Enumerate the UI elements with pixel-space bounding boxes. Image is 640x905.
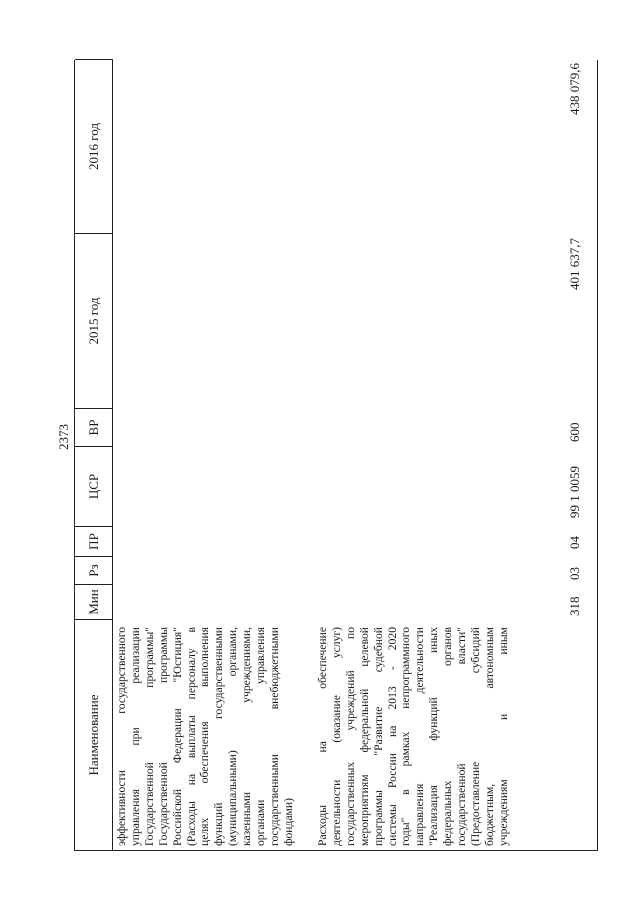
header-name: Наименование [75,619,113,850]
header-pr: ПР [75,526,113,556]
name-line: государственных учреждений по [343,627,357,846]
header-2015: 2015 год [75,233,113,408]
cell-vr: 600 [567,422,582,442]
name-line: Расходы на обеспечение [316,627,329,846]
cell-2016: 438 079,6 [567,63,582,115]
name-line: Государственной программы [156,627,170,846]
name-line: казенными учреждениями, [240,627,254,846]
name-line: государственной власти" [455,627,469,846]
name-line: управления при реализации [128,627,142,846]
header-csr: ЦСР [75,446,113,526]
name-line: Государственной программы" [142,627,156,846]
name-line: системы России на 2013 - 2020 [385,627,399,846]
name-line: направления деятельности [413,627,427,846]
name-line: функций государственными [212,627,226,846]
header-2016: 2016 год [75,59,113,233]
name-line: программы "Развитие судебной [371,627,385,846]
cell-2015: 401 637,7 [567,238,582,290]
table-header-row [75,60,113,850]
name-line: мероприятиям федеральной целевой [357,627,371,846]
header-min: Мин [75,584,113,619]
header-vr: ВР [75,408,113,446]
table-row [115,627,296,846]
name-line: (муниципальными) органами, [226,627,240,846]
name-line: бюджетным, автономным [482,627,496,846]
budget-table [74,60,598,851]
cell-rz: 03 [567,567,582,580]
name-line: эффективности государственного [115,627,128,846]
cell-min: 318 [567,596,582,616]
cell-pr: 04 [567,536,582,549]
name-line: органами управления [254,627,268,846]
header-rz: Рз [75,556,113,584]
name-line: "Реализация функций иных [427,627,441,846]
name-line: федеральных органов [441,627,455,846]
name-line: (Предоставление субсидий [468,627,482,846]
cell-csr: 99 1 0059 [567,466,582,518]
name-line: учреждениям и иным [496,627,510,846]
name-line: деятельности (оказание услуг) [329,627,343,846]
name-line: фондами) [281,798,295,846]
name-line: государственными внебюджетными [267,627,281,846]
name-line: целях обеспечения выполнения [198,627,212,846]
name-line: годы" в рамках непрограммного [399,627,413,846]
name-line: Российской Федерации "Юстиция" [170,627,184,846]
table-row [316,627,511,846]
name-line: (Расходы на выплаты персоналу в [184,627,198,846]
page-number: 2373 [56,424,71,450]
